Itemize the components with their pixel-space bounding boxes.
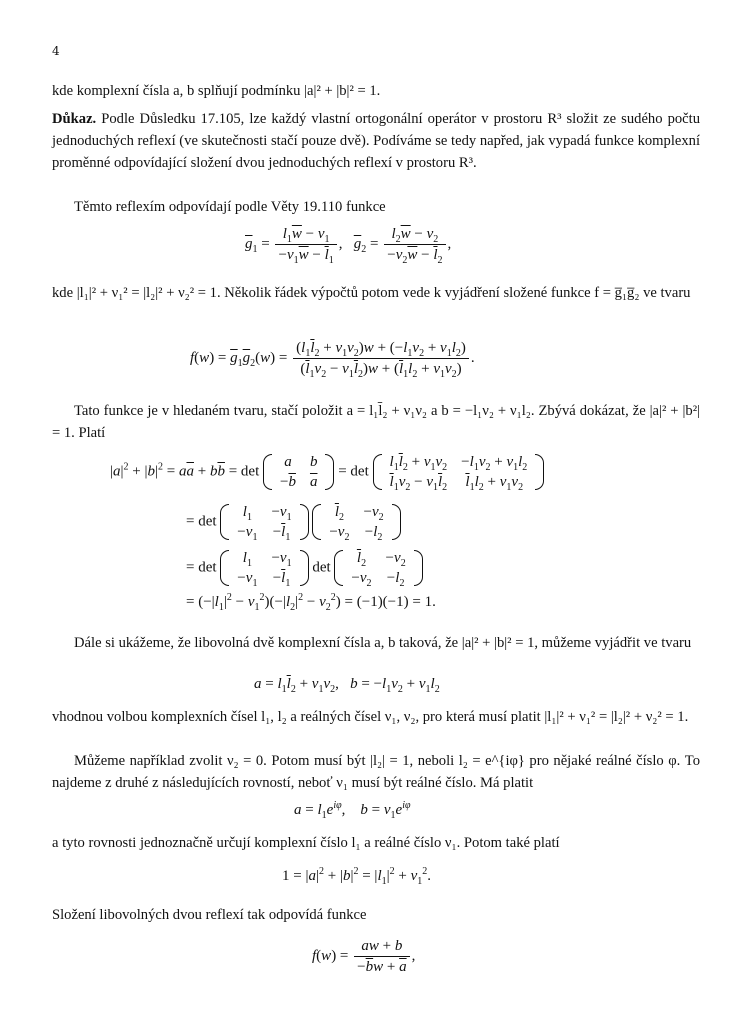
equation-f-w: $f(w) = \overline{g}_1\overline{g}_2(w)$ = $\frac{(l_1\overline{l}_2 + \nu_1\nu_2)w + (-l_1\nu_2 + \nu_1l_2)}{(\overline{l}_1\nu_2 - \nu_1\overline{l}_2)w + (\overline{l}_1l_2 + \nu_1\nu_2)}$ .: [190, 340, 475, 380]
equation-a-b: $a = l_1\overline{l}_2 + \nu_1\nu_2$, $b = -l_1\nu_2 + \nu_1l_2$: [254, 676, 440, 695]
paragraph-proof: [52, 108, 700, 174]
proof-label: Důkaz.: [52, 111, 97, 127]
equation-det-line1: $|a|^2 + |b|^2 = a\overline{a} + b\overline{b} = \det$ a b $-\overline{b}$ $\overline{a}$ = det $l_1\overline{l}_2 + \nu_1\nu_2$ $-l_1\nu_2 + \nu_1l_2$ $\overline{l}_1\nu_2 - \nu_1\overline{l}_2$ $\overline{l}_1l_2 + \nu_1\nu_2$: [110, 452, 544, 492]
equation-det-line2: = det $l_1$ $-\nu_1$ $-\nu_1$ $-\overline{l}_1$ $\overline{l}_2$ $-\nu_2$ $-\nu_2$ $-l_2$: [186, 502, 401, 542]
paragraph-condition: kde komplexní čísla a, b splňují podmínku |a|² + |b|² = 1.: [52, 83, 381, 99]
page-number: 4: [52, 44, 60, 58]
equation-a-b-exp: $a = l_1e^{i\varphi}$, $b = \nu_1e^{i\varphi}$: [294, 800, 411, 821]
paragraph-converse: Dále si ukážeme, že libovolná dvě komplexní čísla a, b taková, že |a|² + |b|² = 1, můžeme vyjádřit ve tvaru: [74, 635, 692, 651]
paragraph-conclusion: Složení libovolných dvou reflexí tak odpovídá funkce: [52, 907, 367, 923]
equation-g1-g2: $\overline{g}_1$ = $\frac{l_1\overline{w} - \nu_1}{-\nu_1\overline{w} - \overline{l}_1}$ , $\overline{g}_2$ = $\frac{l_2\overline{w} - \nu_2}{-\nu_2\overline{w} - \overline{l}_2}$ ,: [245, 226, 452, 266]
paragraph-form: Tato funkce je v hledaném tvaru, stačí položit a = l₁l̄₂ + ν₁ν₂ a b = −l₁ν₂ + ν₁l₂. Zbývá dokázat, že |a|² + |b²| = 1. Platí: [52, 403, 700, 441]
paragraph-composition: kde |l₁|² + ν₁² = |l₂|² + ν₂² = 1. Několik řádek výpočtů potom vede k vyjádření složené funkce f = g̅₁g̅₂ ve tvaru: [52, 285, 691, 301]
paragraph-reflections: Těmto reflexím odpovídají podle Věty 19.110 funkce: [74, 199, 386, 215]
proof-text: Podle Důsledku 17.105, lze každý vlastní ortogonální operátor v prostoru R³ složit ze sudého počtu jednoduchých reflexí (ve skutečnosti stačí pouze dvě). Podíváme se tedy napřed, jak vypadá funkce komplexní proměnné odpovídající složení dvou jednoduchých reflexí v prostoru R³.: [52, 111, 700, 171]
equation-f-final: f(w) = $\frac{aw + b}{-\overline{b}w + \overline{a}}$ ,: [312, 938, 416, 975]
paragraph-example: Můžeme například zvolit ν₂ = 0. Potom musí být |l₂| = 1, neboli l₂ = e^{iφ} pro nějaké reálné číslo φ. To najdeme z druhé z následujících rovností, neboť ν₁ musí být reálné číslo. Má platit: [52, 753, 700, 791]
equation-det-line3: = det $l_1$ $-\nu_1$ $-\nu_1$ $-\overline{l}_1$ det $\overline{l}_2$ $-\nu_2$ $-\nu_2$ $-l_2$: [186, 548, 423, 588]
paragraph-uniqueness: a tyto rovnosti jednoznačně určují komplexní číslo l₁ a reálné číslo ν₁. Potom také platí: [52, 835, 560, 851]
paragraph-choice: vhodnou volbou komplexních čísel l₁, l₂ a reálných čísel ν₁, ν₂, pro která musí platit |l₁|² + ν₁² = |l₂|² + ν₂² = 1.: [52, 709, 689, 725]
equation-norm: $1 = |a|^2 + |b|^2 = |l_1|^2 + \nu_1^2$.: [282, 866, 432, 887]
equation-det-line4: = $(-|l_1|^2 - \nu_1^2)(-|l_2|^2 - \nu_2^2) = (-1)(-1) = 1$.: [186, 592, 436, 613]
